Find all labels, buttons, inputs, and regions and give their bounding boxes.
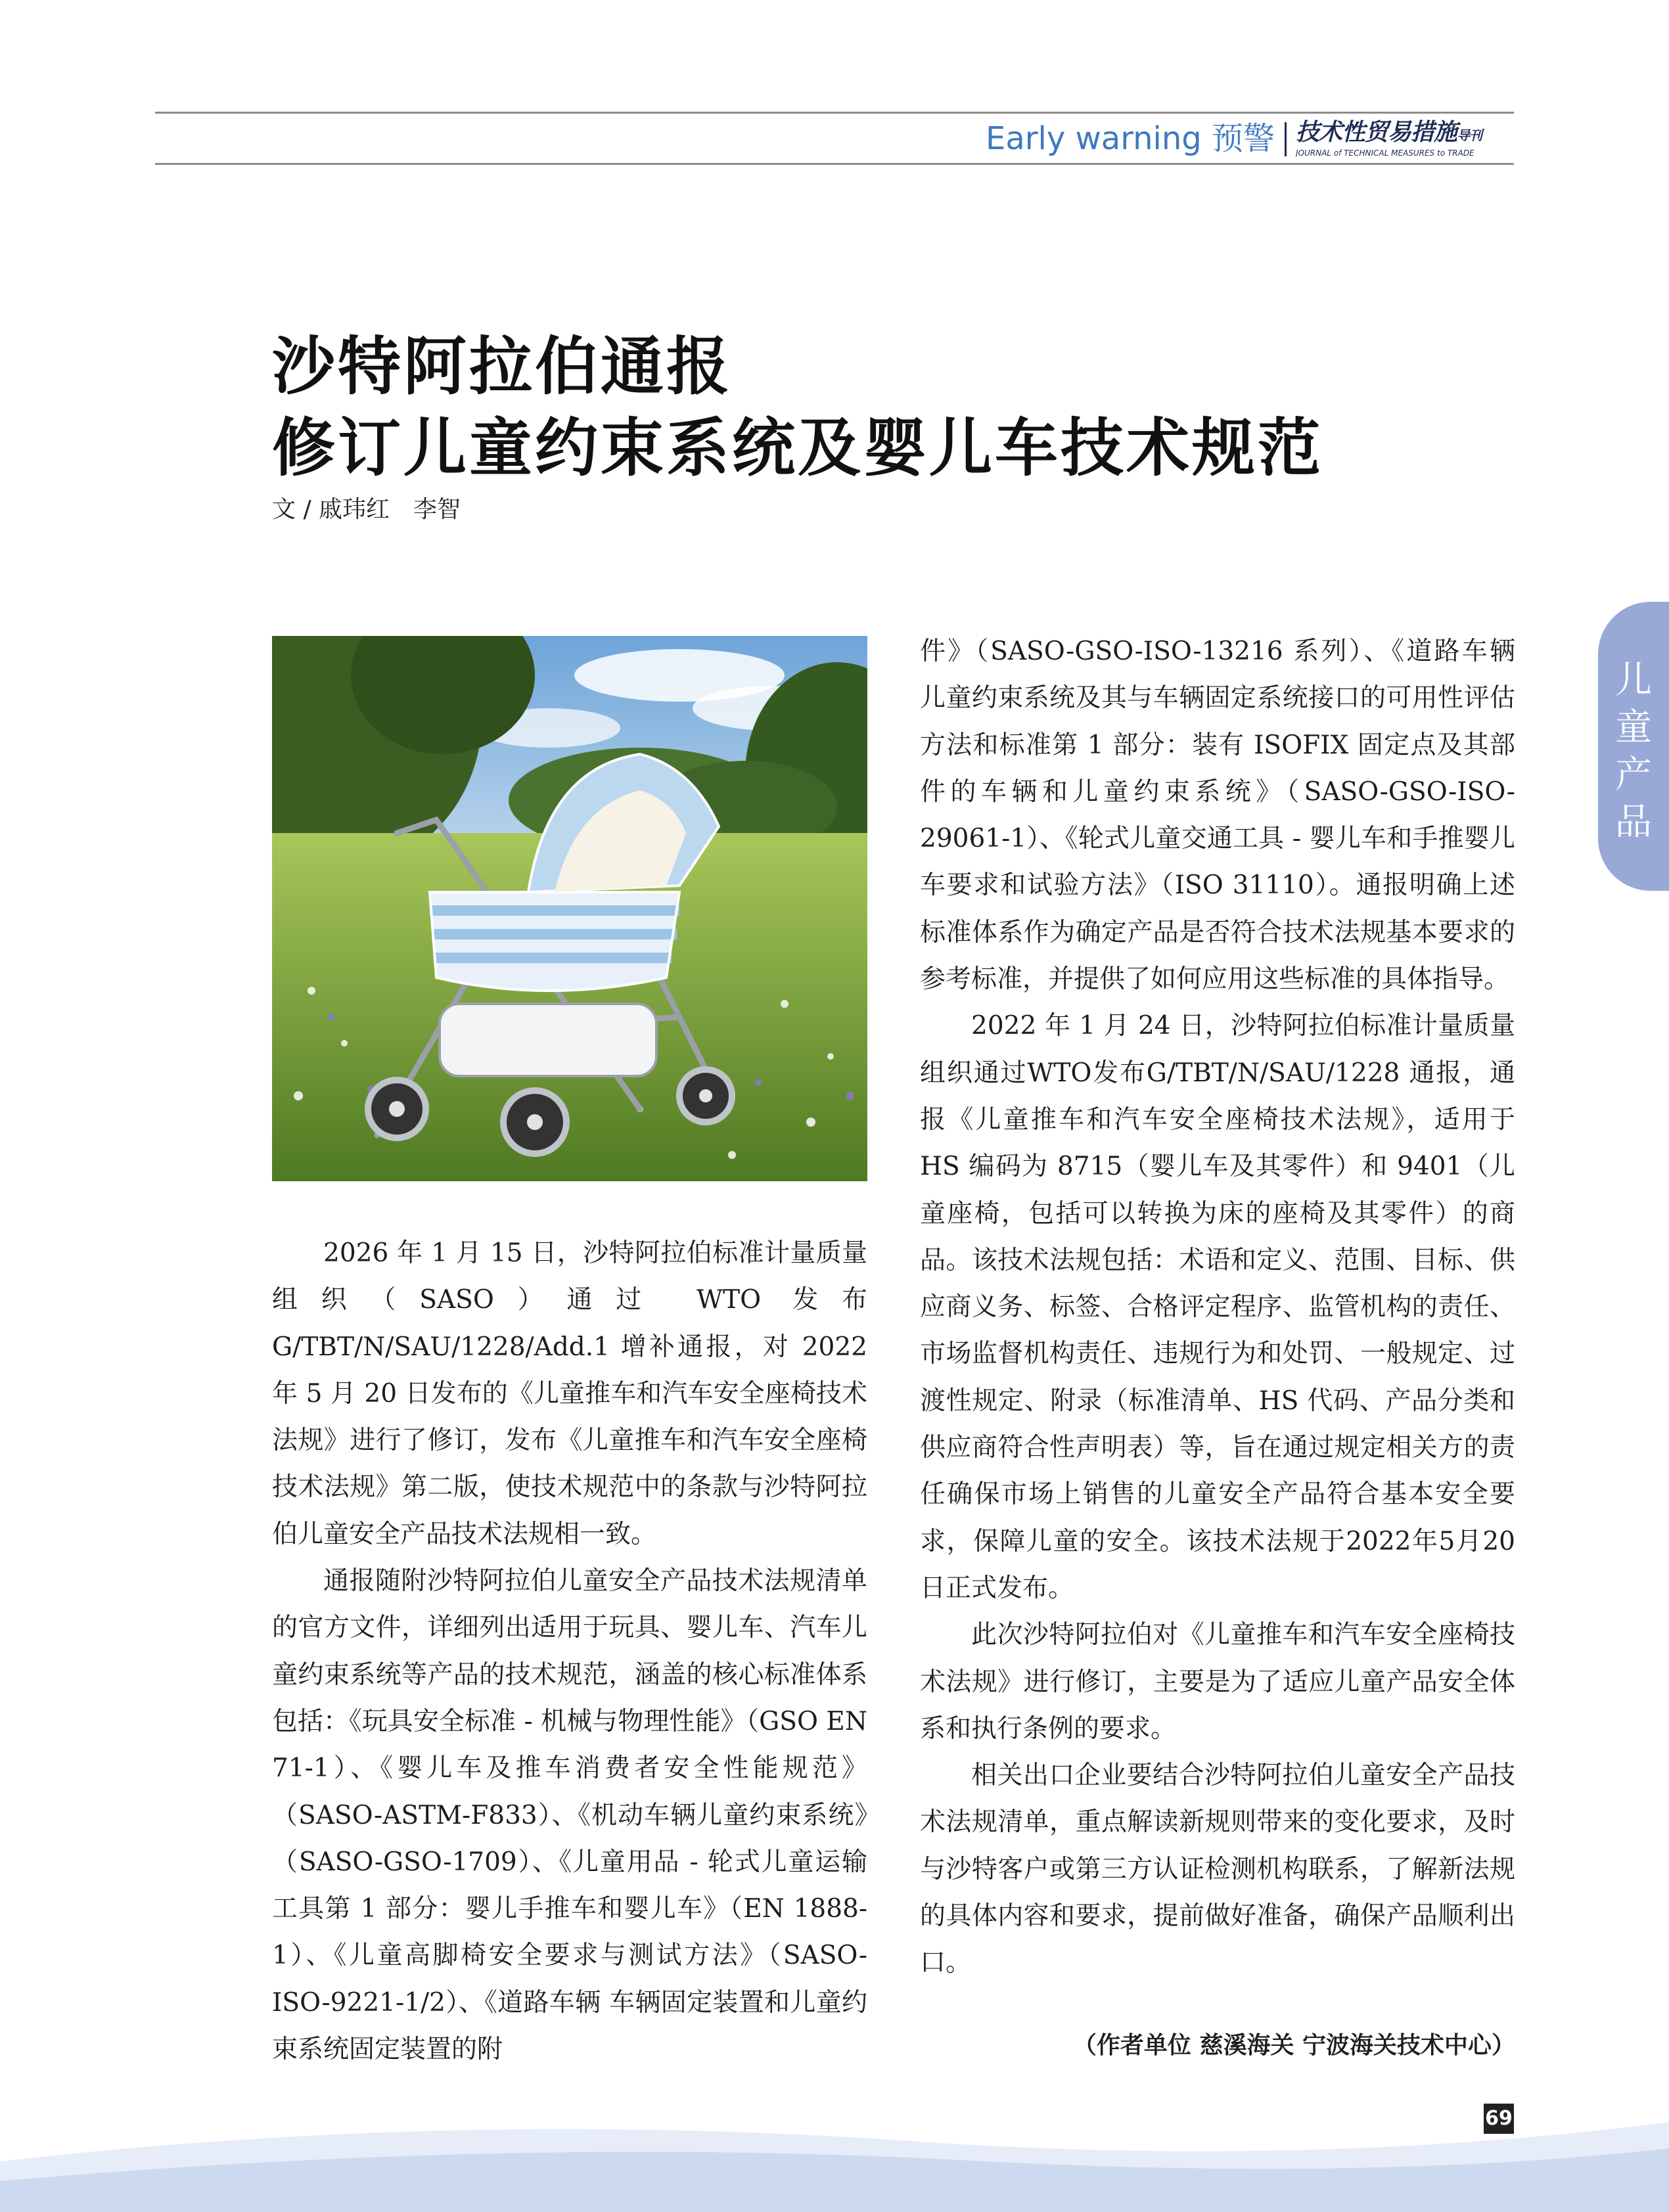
body-paragraph: 相关出口企业要结合沙特阿拉伯儿童安全产品技术法规清单，重点解读新规则带来的变化要求，及时与沙特客户或第三方认证检测机构联系，了解新法规的具体内容和要求，提前做好准备，确保产品顺利出口。 (920, 1761, 1515, 1978)
section-side-tab-label: 儿童产品 (1615, 659, 1652, 844)
body-paragraph: 通报随附沙特阿拉伯儿童安全产品技术法规清单的官方文件，详细列出适用于玩具、婴儿车、汽车儿童约束系统等产品的技术规范，涵盖的核心标准体系包括：《玩具安全标准 - 机械与物理性能》（GSO EN 71-1）、《婴儿车及推车消费者安全性能规范》（SASO-ASTM-F833）、《机动车辆儿童约束系统》（SASO-GSO-1709）、《儿童用品 - 轮式儿童运输工具第 1 部分：婴儿手推车和婴儿车》（EN 1888-1）、《儿童高脚椅安全要求与测试方法》（SASO-ISO-9221-1/2）、《道路车辆 车辆固定装置和儿童约束系统固定装置的附 (272, 1566, 867, 2065)
page-number: 69 (1484, 2104, 1514, 2134)
header-separator (1285, 122, 1287, 156)
article-title-line1: 沙特阿拉伯通报 (272, 330, 732, 403)
bottom-wave-decoration (0, 2083, 1669, 2212)
body-paragraph: 2022 年 1 月 24 日，沙特阿拉伯标准计量质量组织通过WTO发布G/TBT/N/SAU/1228 通报，通报《儿童推车和汽车安全座椅技术法规》，适用于 HS 编码为 8715（婴儿车及其零件）和 9401（儿童座椅，包括可以转换为床的座椅及其零件）的商品。该技术法规包括：术语和定义、范围、目标、供应商义务、标签、合格评定程序、监管机构的责任、市场监督机构责任、违规行为和处罚、一般规定、过渡性规定、附录（标准清单、HS 代码、产品分类和供应商符合性声明表）等，旨在通过规定相关方的责任确保市场上销售的儿童安全产品符合基本安全要求，保障儿童的安全。该技术法规于2022年5月20日正式发布。 (920, 1011, 1515, 1603)
journal-name (1296, 120, 1493, 146)
body-paragraph-continuation: 件》（SASO-GSO-ISO-13216 系列）、《道路车辆儿童约束系统及其与车辆固定系统接口的可用性评估方法和标准第 1 部分：装有 ISOFIX 固定点及其部件的车辆和儿童约束系统》（SASO-GSO-ISO-29061-1）、《轮式儿童交通工具 - 婴儿车和手推婴儿车要求和试验方法》（ISO 31110）。通报明确上述标准体系作为确定产品是否符合技术法规基本要求的参考标准，并提供了如何应用这些标准的具体指导。 (920, 637, 1515, 995)
header-bottom-rule (155, 163, 1514, 165)
body-paragraph: 此次沙特阿拉伯对《儿童推车和汽车安全座椅技术法规》进行修订，主要是为了适应儿童产品安全体系和执行条例的要求。 (920, 1620, 1515, 1744)
journal-name-suffix: 导刊 (1457, 127, 1482, 143)
article-body-left-column (272, 1230, 867, 2073)
body-paragraph: 2026 年 1 月 15 日，沙特阿拉伯标准计量质量组织（SASO）通过 WTO 发布 G/TBT/N/SAU/1228/Add.1 增补通报，对 2022 年 5 月 20 日发布的《儿童推车和汽车安全座椅技术法规》进行了修订，发布《儿童推车和汽车安全座椅技术法规》第二版，使技术规范中的条款与沙特阿拉伯儿童安全产品技术法规相一致。 (272, 1238, 867, 1549)
journal-subtitle: JOURNAL of TECHNICAL MEASURES to TRADE (1296, 148, 1475, 158)
article-title-line2: 修订儿童约束系统及婴儿车技术规范 (272, 411, 1323, 485)
author-affiliation: （作者单位 慈溪海关 宁波海关技术中心） (1072, 2032, 1515, 2059)
stroller-photo (272, 636, 867, 1181)
article-body-right-column (920, 628, 1515, 1987)
article-byline: 文 / 戚玮红 李智 (272, 496, 461, 523)
section-label: Early warning 预警 (986, 120, 1275, 157)
journal-name-main: 技术性贸易措施 (1296, 120, 1457, 146)
header-top-rule (155, 112, 1514, 114)
